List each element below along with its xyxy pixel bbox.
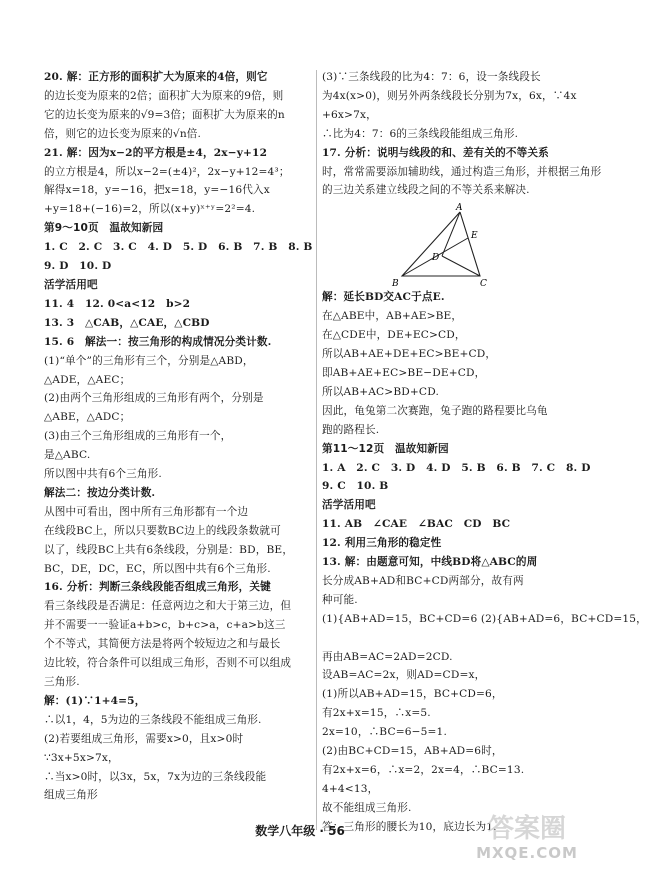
- right-line: 有2x+x=15，∴x=5.: [322, 707, 431, 720]
- section-heading: 第9～10页 温故知新园: [44, 222, 164, 235]
- left-line: 三角形.: [44, 676, 80, 688]
- left-line: 13. 3 △CAB，△CAE，△CBD: [44, 316, 210, 329]
- right-line: 长分成AB+AD和BC+CD两部分，故有两: [322, 574, 524, 587]
- left-line: 解法二：按边分类计数.: [44, 486, 156, 499]
- right-line: [322, 629, 570, 648]
- right-line: 因此，龟兔第二次赛跑，兔子跑的路程要比乌龟: [322, 404, 548, 417]
- right-line: 所以AB+AC>BD+CD.: [322, 385, 439, 398]
- section-heading: 第11～12页 温故知新园: [322, 442, 449, 455]
- label-e: E: [471, 231, 478, 242]
- left-line: ∴以1，4，5为边的三条线段不能组成三角形.: [44, 713, 262, 726]
- right-line: 为4x(x>0)，则另外两条线段长分别为7x，6x，∵4x: [322, 89, 577, 102]
- left-line: 9. D 10. D: [44, 260, 112, 273]
- segment-ad: [442, 212, 460, 256]
- right-line: 9. C 10. B: [322, 480, 389, 493]
- right-line: 12. 利用三角形的稳定性: [322, 537, 442, 550]
- left-line: 21. 解：因为x−2的平方根是±4，2x−y+12: [44, 146, 268, 159]
- triangle-figure: [322, 200, 570, 288]
- left-line: 边比较，符合条件可以组成三角形，否则不可以组成: [44, 657, 292, 670]
- left-line: 的边长变为原来的2倍；面积扩大为原来的9倍，则: [44, 89, 284, 102]
- left-line: 20. 解：正方形的面积扩大为原来的4倍，则它: [44, 71, 268, 83]
- section-heading: 活学活用吧: [44, 278, 98, 291]
- right-line: 跑的路程长.: [322, 423, 380, 436]
- right-line: 再由AB=AC=2AD=2CD.: [322, 650, 453, 663]
- right-line: 1. A 2. C 3. D 4. D 5. B 6. B 7. C 8. D: [322, 461, 591, 474]
- label-a: A: [456, 203, 463, 214]
- left-line: △ADE，△AEC；: [44, 373, 131, 386]
- right-line: 所以AB+AE+DE+EC>BE+CD，: [322, 348, 497, 361]
- right-column-top: [322, 68, 602, 200]
- right-line: 有2x+x=6，∴x=2，2x=4，∴BC=13.: [322, 764, 525, 776]
- left-line: 15. 6 解法一：按三角形的构成情况分类计数.: [44, 335, 272, 348]
- left-line: △ABE，△ADC；: [44, 411, 131, 424]
- right-line: 在△CDE中，DE+EC>CD，: [322, 329, 466, 342]
- left-line: 组成三角形: [44, 789, 98, 802]
- left-line: 从图中可看出，图中所有三角形都有一个边: [44, 505, 249, 518]
- right-line: 2x=10，∴BC=6−5=1.: [322, 726, 447, 739]
- right-line: 在△ABE中，AB+AE>BE，: [322, 310, 463, 323]
- left-line: (2)若要组成三角形，需要x>0，且x>0时: [44, 732, 244, 745]
- right-line: 故不能组成三角形.: [322, 801, 412, 814]
- right-line: ∴比为4：7：6的三条线段能组成三角形.: [322, 127, 519, 140]
- left-line: 并不需要一一验证a+b>c，b+c>a，c+a>b这三: [44, 619, 286, 632]
- section-heading: 活学活用吧: [322, 499, 376, 512]
- left-line: ∴当x>0时，以3x，5x，7x为边的三条线段能: [44, 770, 267, 783]
- left-line: 11. 4 12. 0<a<12 b>2: [44, 297, 191, 310]
- watermark: [468, 808, 586, 864]
- watermark-logo: 答案圈: [487, 814, 566, 844]
- triangle-abc: [402, 212, 480, 276]
- right-line: 设AB=AC=2x，则AD=CD=x，: [322, 669, 486, 682]
- left-line: 倍，则它的边长变为原来的√n倍.: [44, 127, 202, 140]
- right-line: 4+4<13，: [322, 782, 379, 795]
- left-line: 在线段BC上，所以只要数BC边上的线段条数就可: [44, 524, 281, 537]
- right-line: 答：三角形的腰长为10，底边长为1.: [322, 820, 497, 833]
- left-line: (2)由两个三角形组成的三角形有两个，分别是: [44, 392, 264, 405]
- column-divider: [316, 70, 317, 830]
- left-line: 的立方根是4，所以x−2=(±4)²，2x−y+12=4³；: [44, 165, 290, 178]
- watermark-site: MXQE.COM: [476, 844, 578, 862]
- left-line: (1)“单个”的三角形有三个，分别是△ABD，: [44, 354, 254, 367]
- right-line: (2)由BC+CD=15，AB+AD=6时，: [322, 745, 503, 758]
- right-line: 11. AB ∠CAE ∠BAC CD BC: [322, 518, 511, 531]
- left-line: (3)由三个三角形组成的三角形有一个，: [44, 430, 232, 443]
- right-line: (1)所以AB+AD=15，BC+CD=6，: [322, 688, 503, 701]
- left-line: 个不等式，其简便方法是将两个较短边之和与最长: [44, 638, 281, 651]
- right-line: 即AB+AE+EC>BE−DE+CD，: [322, 366, 486, 379]
- triangle-diagram: [382, 202, 492, 288]
- left-line: BC，DE，DC，EC，所以图中共有6个三角形.: [44, 562, 271, 575]
- right-line: (3)∵三条线段的比为4：7：6，设一条线段长: [322, 71, 541, 83]
- left-line: 解得x=18，y=−16，把x=18，y=−16代入x: [44, 184, 270, 197]
- right-line: 17. 分析：说明与线段的和、差有关的不等关系: [322, 146, 549, 159]
- right-line: (1){AB+AD=15，BC+CD=6 (2){AB+AD=6，BC+CD=15，: [322, 612, 647, 625]
- left-line: ∵3x+5x>7x，: [44, 751, 119, 764]
- left-column: [44, 68, 313, 805]
- label-d: D: [432, 253, 440, 264]
- right-line: 种可能.: [322, 593, 358, 606]
- right-line: 解：延长BD交AC于点E.: [322, 291, 445, 304]
- left-line: 以了，线段BC上共有6条线段，分别是：BD，BE，: [44, 543, 294, 556]
- right-line: 的三边关系建立线段之间的不等关系来解决.: [322, 184, 530, 197]
- left-line: 是△ABC.: [44, 449, 91, 462]
- left-line: 解：(1)∵1+4=5，: [44, 694, 146, 707]
- label-b: B: [392, 279, 399, 290]
- left-line: 1. C 2. C 3. C 4. D 5. D 6. B 7. B 8. B: [44, 241, 313, 254]
- left-line: 所以图中共有6个三角形.: [44, 468, 162, 481]
- right-line: 13. 解：由题意可知，中线BD将△ABC的周: [322, 556, 538, 569]
- label-c: C: [480, 279, 487, 290]
- right-column-bottom: [322, 288, 647, 836]
- right-line: +6x>7x，: [322, 108, 377, 121]
- left-line: 看三条线段是否满足：任意两边之和大于第三边，但: [44, 600, 292, 613]
- left-line: 16. 分析：判断三条线段能否组成三角形，关键: [44, 581, 271, 594]
- left-line: +y=18+(−16)=2，所以(x+y)ˣ⁺ʸ=2²=4.: [44, 203, 256, 216]
- left-line: 它的边长变为原来的√9=3倍；面积扩大为原来的n: [44, 108, 285, 121]
- right-line: 时，常常需要添加辅助线，通过构造三角形，并根据三角形: [322, 165, 602, 178]
- page-footer: 数学八年级 · 56: [255, 824, 345, 838]
- right-column: [322, 68, 647, 837]
